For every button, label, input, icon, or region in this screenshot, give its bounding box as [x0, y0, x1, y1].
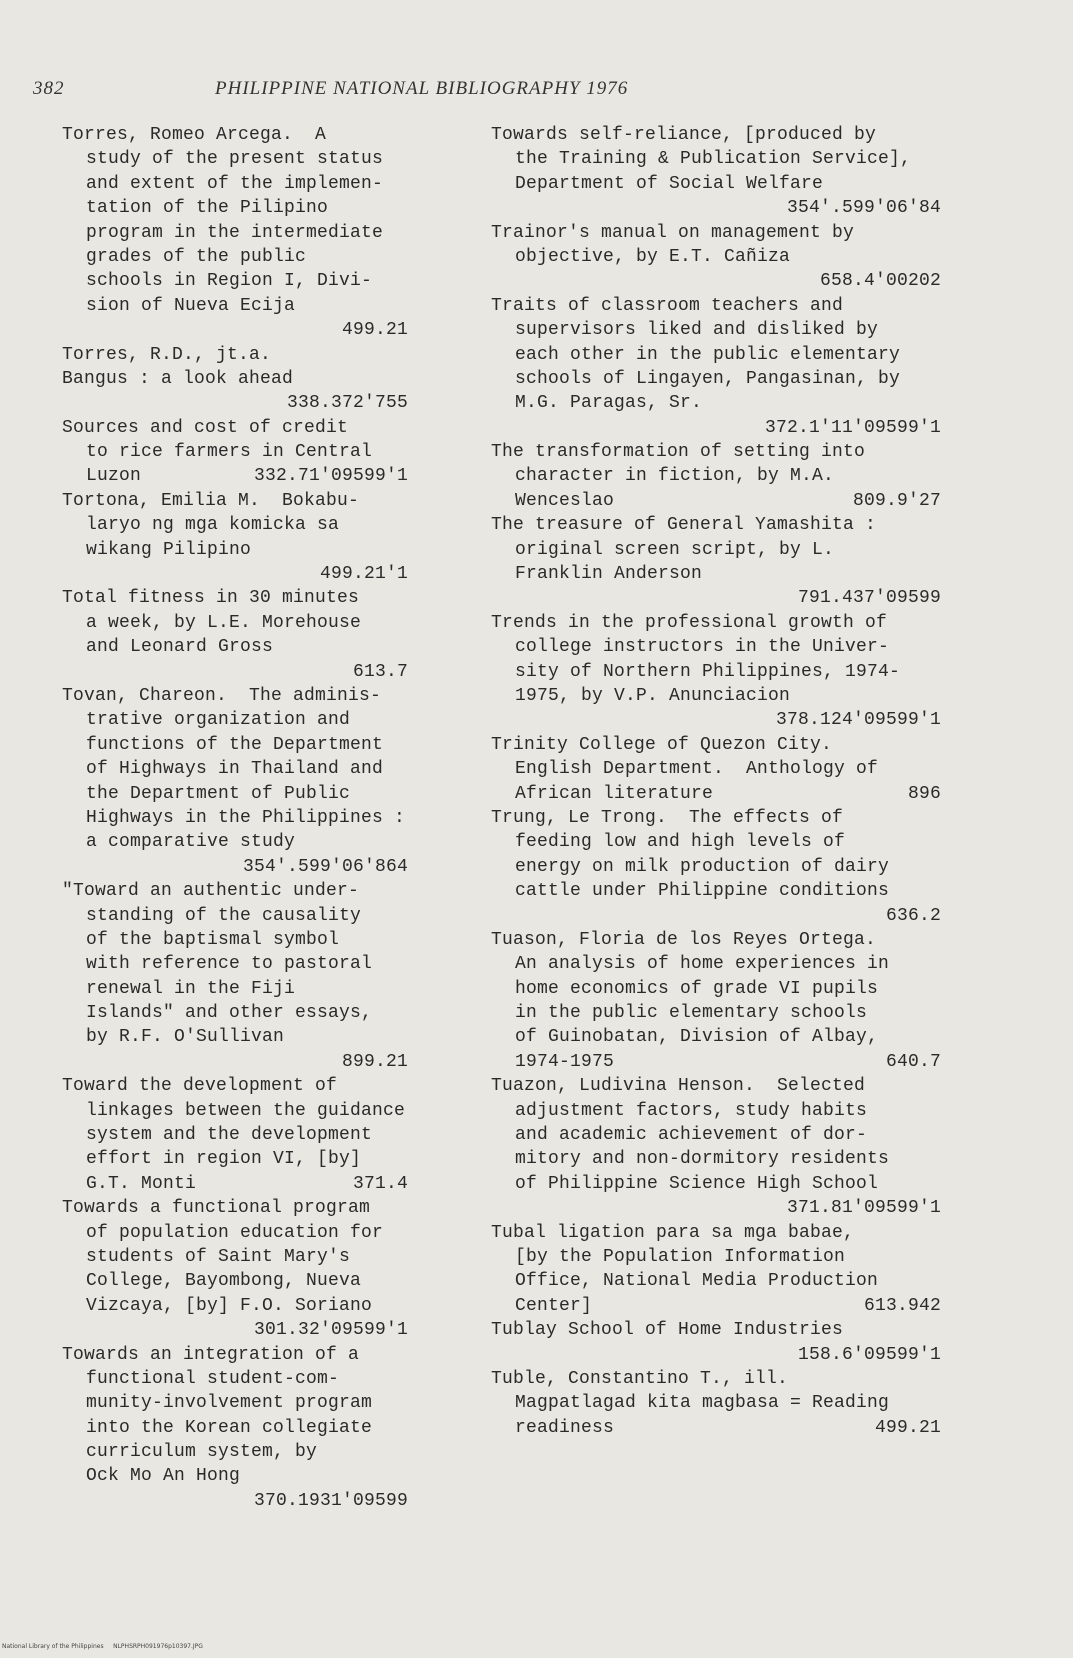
entry-line: Office, National Media Production	[515, 1271, 879, 1292]
entry-line: cattle under Philippine conditions	[515, 881, 890, 902]
entry-line: Franklin Anderson	[515, 564, 703, 585]
entry-heading-line: Tortona, Emilia M. Bokabu-	[62, 490, 360, 511]
class-number-line	[62, 391, 432, 415]
entry-line: Ock Mo An Hong	[86, 1466, 241, 1487]
bibliography-entry	[491, 294, 941, 440]
entry-line: adjustment factors, study habits	[515, 1100, 868, 1121]
class-number: 499.21	[341, 320, 408, 341]
entry-line: African literature 896	[491, 782, 941, 806]
class-number: 371.81'09599'1	[786, 1198, 941, 1219]
class-number: 372.1'11'09599'1	[764, 417, 941, 438]
entry-heading-line: Torres, Romeo Arcega. A	[62, 125, 327, 145]
entry-line: sity of Northern Philippines, 1974-	[515, 661, 901, 682]
class-number: 499.21'1	[319, 564, 408, 585]
entry-line: sion of Nueva Ecija	[86, 295, 296, 316]
entry-line: the Training & Publication Service],	[515, 149, 912, 170]
entry-line: munity-involvement program	[86, 1393, 373, 1414]
entry-heading-line: Total fitness in 30 minutes	[62, 588, 360, 609]
entry-line: and academic achievement of dor-	[515, 1125, 868, 1146]
class-number-line	[62, 562, 432, 586]
bibliography-entry	[491, 123, 941, 221]
entry-line: Highways in the Philippines :	[86, 807, 406, 828]
entry-line: renewal in the Fiji	[86, 978, 296, 999]
entry-heading-line: Tubal ligation para sa mga babae,	[491, 1222, 855, 1243]
entry-line: An analysis of home experiences in	[515, 954, 890, 975]
entry-heading-line: Tuble, Constantino T., ill.	[491, 1368, 789, 1389]
entry-line: home economics of grade VI pupils	[515, 978, 879, 999]
entry-line: to rice farmers in Central	[86, 442, 373, 463]
class-number-line	[491, 1196, 941, 1220]
class-number: 354'.599'06'84	[786, 198, 941, 219]
class-number: 613.7	[352, 661, 408, 682]
class-number: 378.124'09599'1	[775, 710, 941, 731]
right-column	[491, 123, 941, 1440]
class-number: 499.21	[874, 1417, 941, 1438]
entry-line: Center] 613.942	[491, 1294, 941, 1318]
entry-line: G.T. Monti 371.4	[62, 1172, 432, 1196]
class-number: 158.6'09599'1	[797, 1344, 941, 1365]
entry-heading-line: Torres, R.D., jt.a.	[62, 344, 272, 365]
class-number: 899.21	[341, 1051, 408, 1072]
entry-heading-line: Sources and cost of credit	[62, 417, 349, 438]
entry-line: study of the present status	[86, 149, 384, 170]
entry-line: linkages between the guidance	[86, 1100, 406, 1121]
entry-heading-line: Towards an integration of a	[62, 1344, 360, 1365]
entry-line: [by the Population Information	[515, 1246, 846, 1267]
entry-line: college instructors in the Univer-	[515, 637, 890, 658]
entry-line: Department of Social Welfare	[515, 173, 824, 194]
bibliography-entry	[62, 367, 432, 416]
class-number: 301.32'09599'1	[253, 1320, 408, 1341]
class-number-line	[491, 269, 941, 293]
bibliography-entry	[62, 343, 432, 367]
entry-heading-line: Trinity College of Quezon City.	[491, 734, 833, 755]
class-number: 371.4	[352, 1173, 408, 1194]
class-number: 636.2	[885, 905, 941, 926]
bibliography-entry	[491, 611, 941, 733]
class-number: 658.4'00202	[819, 271, 941, 292]
entry-line: Magpatlagad kita magbasa = Reading	[515, 1393, 890, 1414]
entry-line: laryo ng mga komicka sa	[86, 515, 340, 536]
bibliography-entry	[491, 1221, 941, 1319]
entry-line: M.G. Paragas, Sr.	[515, 393, 703, 414]
entry-line: Islands" and other essays,	[86, 1003, 373, 1024]
bibliography-entry	[491, 928, 941, 1074]
class-number-line	[62, 660, 432, 684]
class-number: 613.942	[863, 1295, 941, 1316]
entry-line: standing of the causality	[86, 905, 362, 926]
entry-line: character in fiction, by M.A.	[515, 466, 835, 487]
entry-heading-line: Towards self-reliance, [produced by	[491, 125, 877, 145]
class-number-line	[491, 586, 941, 610]
entry-line: and extent of the implemen-	[86, 173, 384, 194]
entry-line: the Department of Public	[86, 783, 351, 804]
entry-heading-line: Towards a functional program	[62, 1198, 371, 1219]
class-number: 370.1931'09599	[253, 1490, 408, 1511]
entry-heading-line: "Toward an authentic under-	[62, 881, 360, 902]
entry-line: readiness 499.21	[491, 1416, 941, 1440]
bibliography-entry	[62, 684, 432, 879]
entry-line: mitory and non-dormitory residents	[515, 1149, 890, 1170]
entry-line: Wenceslao 809.9'27	[491, 489, 941, 513]
bibliography-entry	[491, 1074, 941, 1220]
bibliography-entry	[491, 221, 941, 294]
entry-line: functions of the Department	[86, 734, 384, 755]
entry-line: curriculum system, by	[86, 1442, 318, 1463]
bibliography-entry	[491, 440, 941, 513]
entry-line: Luzon 332.71'09599'1	[62, 464, 432, 488]
entry-line: grades of the public	[86, 246, 307, 267]
class-number-line	[491, 416, 941, 440]
entry-line: tation of the Pilipino	[86, 198, 329, 219]
entry-heading-line: Tuazon, Ludivina Henson. Selected	[491, 1076, 866, 1097]
entry-line: of Highways in Thailand and	[86, 759, 384, 780]
entry-heading-line: Trainor's manual on management by	[491, 222, 855, 243]
page-header	[0, 78, 1073, 108]
entry-line: energy on milk production of dairy	[515, 856, 890, 877]
class-number: 354'.599'06'864	[242, 856, 408, 877]
class-number-line	[491, 708, 941, 732]
entry-heading-line: Traits of classroom teachers and	[491, 295, 844, 316]
entry-heading-line: The transformation of setting into	[491, 442, 866, 463]
class-number: 791.437'09599	[797, 588, 941, 609]
class-number-line	[62, 318, 432, 342]
class-number-line	[62, 1050, 432, 1074]
entry-line: English Department. Anthology of	[515, 759, 879, 780]
class-number-line	[62, 1489, 432, 1513]
class-number-line	[62, 1318, 432, 1342]
bibliography-entry	[491, 513, 941, 611]
bibliography-entry	[491, 1367, 941, 1440]
bibliography-entry	[491, 806, 941, 928]
entry-line: feeding low and high levels of	[515, 832, 846, 853]
entry-line: of the baptismal symbol	[86, 929, 340, 950]
scan-footer: National Library of the Philippines NLPHSRPH091976p10397.JPG	[2, 1643, 203, 1650]
entry-heading-line: Toward the development of	[62, 1076, 338, 1097]
entry-line: system and the development	[86, 1125, 373, 1146]
entry-line: supervisors liked and disliked by	[515, 320, 879, 341]
class-number: 896	[907, 783, 941, 804]
class-number-line	[62, 855, 432, 879]
bibliography-entry	[491, 733, 941, 806]
entry-heading-line: The treasure of General Yamashita :	[491, 515, 877, 536]
entry-line: College, Bayombong, Nueva	[86, 1271, 362, 1292]
entry-line: and Leonard Gross	[86, 637, 274, 658]
entry-line: Vizcaya, [by] F.O. Soriano	[86, 1295, 373, 1316]
entry-heading-line: Tuason, Floria de los Reyes Ortega.	[491, 929, 877, 950]
entry-line: program in the intermediate	[86, 222, 384, 243]
class-number: 640.7	[885, 1051, 941, 1072]
class-number-line	[491, 1343, 941, 1367]
entry-line: a week, by L.E. Morehouse	[86, 612, 362, 633]
entry-heading-line: Trung, Le Trong. The effects of	[491, 807, 844, 828]
entry-line: wikang Pilipino	[86, 539, 252, 560]
entry-line: 1974-1975 640.7	[491, 1050, 941, 1074]
bibliography-entry	[62, 879, 432, 1074]
bibliography-entry	[62, 1343, 432, 1514]
bibliography-entry	[62, 1074, 432, 1196]
bibliography-entry	[62, 1196, 432, 1342]
entry-line: with reference to pastoral	[86, 954, 373, 975]
entry-line: of Guinobatan, Division of Albay,	[515, 1027, 879, 1048]
entry-line: schools in Region I, Divi-	[86, 271, 373, 292]
entry-line: objective, by E.T. Cañiza	[515, 246, 791, 267]
class-number: 809.9'27	[852, 490, 941, 511]
entry-line: effort in region VI, [by]	[86, 1149, 362, 1170]
entry-line: trative organization and	[86, 710, 351, 731]
class-number: 332.71'09599'1	[253, 466, 408, 487]
entry-line: by R.F. O'Sullivan	[86, 1027, 285, 1048]
bibliography-entry	[491, 1318, 941, 1367]
page-title: PHILIPPINE NATIONAL BIBLIOGRAPHY 1976	[215, 78, 629, 99]
entry-line: into the Korean collegiate	[86, 1417, 373, 1438]
entry-line: 1975, by V.P. Anunciacion	[515, 685, 791, 706]
class-number: 338.372'755	[286, 393, 408, 414]
entry-line: in the public elementary schools	[515, 1003, 868, 1024]
left-column	[62, 123, 432, 1513]
entry-line: functional student-com-	[86, 1368, 340, 1389]
bibliography-entry	[62, 123, 432, 343]
bibliography-entry	[62, 586, 432, 684]
class-number-line	[491, 904, 941, 928]
bibliography-entry	[62, 416, 432, 489]
bibliography-entry	[62, 489, 432, 587]
entry-line: schools of Lingayen, Pangasinan, by	[515, 368, 901, 389]
entry-line: of population education for	[86, 1222, 384, 1243]
entry-heading-line: Tublay School of Home Industries	[491, 1320, 844, 1341]
class-number-line	[491, 196, 941, 220]
entry-line: students of Saint Mary's	[86, 1246, 351, 1267]
entry-line: each other in the public elementary	[515, 344, 901, 365]
entry-line: original screen script, by L.	[515, 539, 835, 560]
entry-heading-line: Trends in the professional growth of	[491, 612, 888, 633]
entry-line: a comparative study	[86, 832, 296, 853]
entry-heading-line: Bangus : a look ahead	[62, 368, 294, 389]
page-number: 382	[33, 78, 65, 99]
entry-heading-line: Tovan, Chareon. The adminis-	[62, 685, 382, 706]
entry-line: of Philippine Science High School	[515, 1173, 879, 1194]
